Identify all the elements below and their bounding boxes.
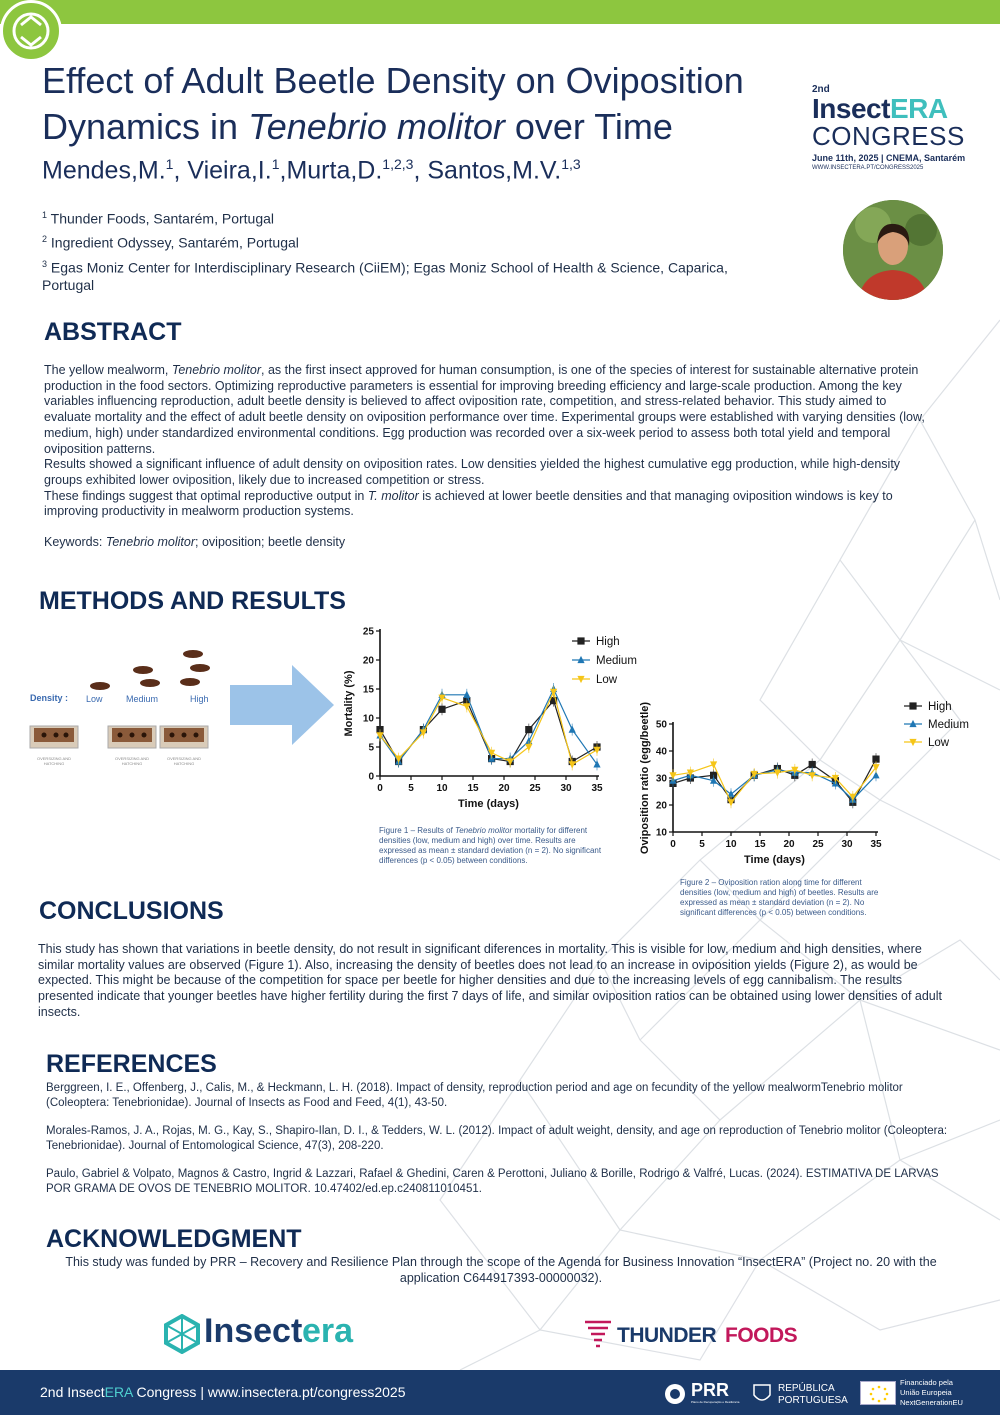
- x-tick-label: 30: [560, 783, 572, 794]
- figure1-caption: Figure 1 – Results of Tenebrio molitor mortality for different densities (low, medium and high) over time. Results are expressed as mean ± standard deviation (n = 2). No significant differences (p < 0.05) between conditions.: [379, 826, 602, 865]
- reference-item: Paulo, Gabriel & Volpato, Magnos & Castro, Ingrid & Lazzari, Rafael & Ghedini, Caren & Perottoni, Juliano & Borille, Rodrigo & Valfré, Lucas. (2024). ESTIMATIVA DE LARVAS POR GRAMA DE OVOS DE TENEBRIO MOLITOR. 10.47402/ed.ep.c240811010451.: [46, 1168, 939, 1195]
- insectera-logo: Insect era: [162, 1310, 362, 1358]
- reference-item: Morales-Ramos, J. A., Rojas, M. G., Kay, S., Shapiro-Ilan, D. I., & Tedders, W. L. (2012). Impact of adult weight, density, and age on reproduction of Tenebrio molitor (Coleoptera: Tenebrionidae). Journal of Entomological Science, 47(3), 208-220.: [46, 1125, 948, 1152]
- abstract-heading: ABSTRACT: [44, 318, 182, 346]
- x-tick-label: 35: [591, 783, 603, 794]
- data-point-high: [438, 706, 445, 713]
- x-tick-label: 0: [670, 839, 676, 850]
- eu-funding-logo: Financiado pela União Europeia NextGenerationEU: [858, 1376, 998, 1410]
- legend-label-high: High: [928, 701, 952, 713]
- density-level-high: High: [190, 694, 209, 704]
- y-axis-label: Mortality (%): [343, 670, 355, 737]
- abstract-text: The yellow mealworm, Tenebrio molitor, as the first insect approved for human consumption, is one of the species of interest for sustainable alternative protein production in the food sectors. Optimizing reproductive parameters is essential for improving breeding efficiency and large-scale production. Among the key variables influencing reproduction, adult beetle density is believed to affect oviposition rate, competition, and stress-related behavior. This study aimed to evaluate mortality and the effect of adult beetle density on oviposition performance over time. Experimental groups were established with varying densities (low, medium, high) under standardized environmental conditions. Egg production was recorded over a six-week period to assess both total yield and temporal oviposition patterns. Results showed a significant influence of adult density on oviposition rates. Low densities yielded the highest cumulative egg production, while high-density groups exhibited lower oviposition, likely due to increased competition or stress. These findings suggest that optimal reproductive output in T. molitor is achieved at lower beetle densities and that managing oviposition windows is key to improving productivity in mealworm production systems. Keywords: Tenebrio molitor; oviposition; beetle density: [44, 363, 925, 550]
- series-line-medium: [380, 689, 597, 764]
- thunder-foods-logo: THUNDER FOODS: [583, 1318, 813, 1354]
- reference-item: Berggreen, I. E., Offenberg, J., Calis, M., & Heckmann, L. H. (2018). Impact of density, reproduction period and age on fecundity of the yellow mealwormTenebrio molitor (Coleoptera: Tenebrionidae). Journal of Insects as Food and Feed, 4(1), 43-50.: [46, 1082, 903, 1109]
- x-tick-label: 30: [841, 839, 853, 850]
- experimental-design-illustration: [28, 648, 228, 773]
- beetle-icon: [28, 648, 228, 773]
- x-tick-label: 20: [498, 783, 510, 794]
- affiliation-3: $^3$ Egas Moniz Center for Interdisciplinary Research (CiiEM); Egas Moniz School of Health & Science, Caparica, Portugal: [42, 259, 728, 293]
- x-tick-label: 35: [870, 839, 882, 850]
- x-tick-label: 5: [408, 783, 414, 794]
- y-tick-label: 5: [368, 742, 374, 754]
- figure2-caption: Figure 2 – Oviposition ration along time for different densities (low, medium and high) of beetles. Results are expressed as mean ± standard deviation (n = 2). No significant differences (p < 0.05) between conditions.: [680, 878, 879, 917]
- y-tick-label: 15: [362, 684, 374, 696]
- affiliation-2: $^2$ Ingredient Odyssey, Santarém, Portugal: [42, 234, 299, 251]
- author-list: Mendes,M.$^1$, Vieira,I.$^1$,Murta,D.$^{1,2,3}$, Santos,M.V.$^{1,3}$: [42, 156, 581, 185]
- reference-list: [46, 1081, 951, 1210]
- legend-label-high: High: [596, 636, 620, 648]
- y-tick-label: 30: [655, 773, 667, 785]
- y-axis-label: Oviposition ratio (egg/beetle): [639, 701, 651, 855]
- legend-marker: [909, 702, 916, 709]
- acknowledgment-text: This study was funded by PRR – Recovery and Resilience Plan through the scope of the Agenda for Business Innovation “InsectERA” (Project no. 20 with the application C644917393-00000032).: [65, 1255, 937, 1285]
- acknowledgment-heading: ACKNOWLEDGMENT: [46, 1225, 302, 1253]
- x-tick-label: 20: [783, 839, 795, 850]
- tornado-icon: [583, 1318, 613, 1352]
- insectera-hex-icon: [162, 1314, 202, 1354]
- y-tick-label: 20: [362, 655, 374, 667]
- y-tick-label: 40: [655, 746, 667, 758]
- x-tick-label: 10: [436, 783, 448, 794]
- box-caption: OVERSIZING AND HATCHING: [36, 756, 71, 766]
- republica-portuguesa-logo: REPÚBLICA PORTUGUESA: [752, 1381, 852, 1409]
- legend-label-low: Low: [596, 674, 618, 686]
- y-tick-label: 20: [655, 800, 667, 812]
- congress-logo: 2nd InsectERA CONGRESS June 11th, 2025 | CNEMA, Santarém WWW.INSECTERA.PT/CONGRESS2025: [812, 84, 966, 171]
- legend-label-medium: Medium: [928, 719, 969, 731]
- x-tick-label: 15: [754, 839, 766, 850]
- x-tick-label: 10: [725, 839, 737, 850]
- footer-congress-text: 2nd InsectERA Congress | www.insectera.pt/congress2025: [40, 1384, 406, 1400]
- x-tick-label: 25: [529, 783, 541, 794]
- legend-label-low: Low: [928, 737, 950, 749]
- legend-marker: [577, 637, 584, 644]
- density-level-low: Low: [86, 694, 103, 704]
- y-tick-label: 0: [368, 771, 374, 783]
- y-tick-label: 10: [655, 827, 667, 839]
- box-caption: OVERSIZING AND HATCHING: [114, 756, 149, 766]
- author-portrait: [843, 200, 943, 300]
- series-line-low: [380, 692, 597, 765]
- x-tick-label: 0: [377, 783, 383, 794]
- data-point-low: [525, 744, 532, 751]
- data-point-medium: [569, 726, 576, 733]
- x-axis-label: Time (days): [744, 854, 805, 866]
- author: Mendes,M.: [42, 156, 166, 185]
- mortality-chart: [340, 622, 640, 822]
- y-tick-label: 25: [362, 626, 374, 638]
- density-level-medium: Medium: [126, 694, 159, 704]
- prr-logo: PRR Plano de Recuperação e Resiliência: [663, 1380, 743, 1408]
- series-line-high: [380, 701, 597, 762]
- author: Vieira,I.: [187, 156, 272, 185]
- legend-label-medium: Medium: [596, 655, 637, 667]
- methods-results-heading: METHODS AND RESULTS: [39, 587, 346, 615]
- conclusions-text: This study has shown that variations in beetle density, do not result in significant diferences in mortality. This is visible for low, medium and high densities, where similar mortality values are observed (Figure 1). Also, increasing the density of beetles does not lead to an increase in oviposition yields (Figure 2), as would be expected. This might be because of the competition for space per beetle for higher densities and due to the increasing levels of egg cannibalism. The results presented indicate that younger beetles have higher fertility during the first 7 days of life, and similar oviposition ratios can be obtained using lower densities of adult insects.: [38, 942, 942, 1019]
- box-caption: OVERSIZING AND HATCHING: [166, 756, 201, 766]
- y-tick-label: 50: [655, 719, 667, 731]
- y-tick-label: 10: [362, 713, 374, 725]
- author: Santos,M.V.: [427, 156, 562, 185]
- density-label: Density :: [30, 693, 69, 703]
- x-axis-label: Time (days): [458, 798, 519, 810]
- x-tick-label: 25: [812, 839, 824, 850]
- top-accent-bar: [0, 0, 1000, 24]
- arrow-right-icon: [230, 665, 335, 745]
- x-tick-label: 15: [467, 783, 479, 794]
- data-point-high: [525, 726, 532, 733]
- recycle-logo-icon: [0, 0, 62, 62]
- affiliation-1: $^1$ Thunder Foods, Santarém, Portugal: [42, 210, 274, 227]
- series-line-medium: [673, 770, 876, 800]
- conclusions-heading: CONCLUSIONS: [39, 897, 224, 925]
- author: Murta,D.: [286, 156, 383, 185]
- references-heading: REFERENCES: [46, 1050, 217, 1078]
- eu-flag-icon: [860, 1381, 896, 1405]
- poster-title: Effect of Adult Beetle Density on Oviposition Dynamics in Tenebrio molitor over Time: [42, 60, 744, 147]
- x-tick-label: 5: [699, 839, 705, 850]
- oviposition-chart: [634, 684, 984, 874]
